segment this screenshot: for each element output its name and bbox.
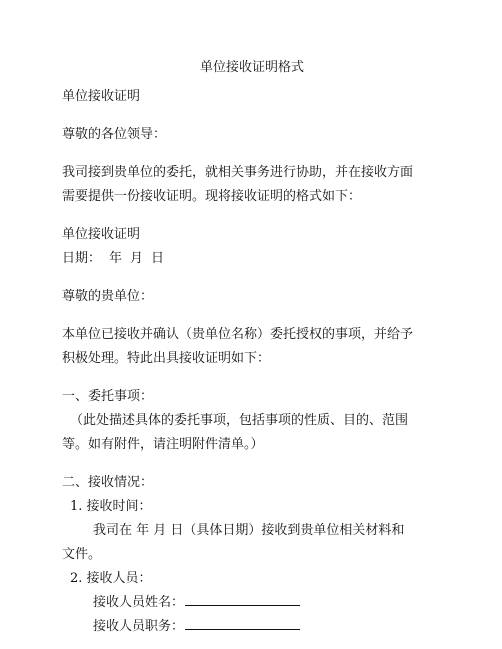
section-1-title: 一、委托事项：	[62, 389, 154, 404]
greeting: 尊敬的各位领导：	[62, 127, 167, 142]
date-label: 日期：	[62, 251, 102, 266]
date-line	[62, 247, 442, 271]
document-page	[62, 56, 442, 639]
item-2-title: 2. 接收人员：	[70, 571, 152, 586]
section-1-line-1: （此处描述具体的委托事项，包括事项的性质、目的、范围	[70, 413, 409, 428]
receiver-title-blank	[185, 615, 300, 630]
intro-line-2: 需要提供一份接收证明。现将接收证明的格式如下：	[62, 189, 362, 204]
document-title: 单位接收证明格式	[199, 60, 304, 75]
item-1-line-1: 我司在 年 月 日（具体日期）接收到贵单位相关材料和	[93, 523, 405, 538]
heading: 单位接收证明	[62, 89, 141, 104]
intro-line-1: 我司接到贵单位的委托，就相关事务进行协助，并在接收方面	[62, 165, 414, 180]
item-1-title: 1. 接收时间：	[70, 499, 152, 514]
to-greeting: 尊敬的贵单位：	[62, 289, 154, 304]
receiver-title-row	[62, 615, 442, 639]
receiver-name-blank	[185, 591, 300, 606]
receiver-title-label: 接收人员职务：	[93, 619, 185, 634]
date-year: 年	[109, 251, 123, 266]
date-day: 日	[151, 251, 165, 266]
cert-heading: 单位接收证明	[62, 227, 141, 242]
receiver-name-label: 接收人员姓名：	[93, 595, 185, 610]
body-line-1: 本单位已接收并确认（贵单位名称）委托授权的事项，并给予	[62, 327, 414, 342]
receiver-name-row	[62, 591, 442, 615]
section-1-line-2: 等。如有附件，请注明附件清单。）	[62, 437, 264, 452]
item-1-line-2: 文件。	[62, 547, 102, 562]
date-month: 月	[130, 251, 144, 266]
section-2-title: 二、接收情况：	[62, 475, 154, 490]
body-line-2: 积极处理。特此出具接收证明如下：	[62, 351, 271, 366]
